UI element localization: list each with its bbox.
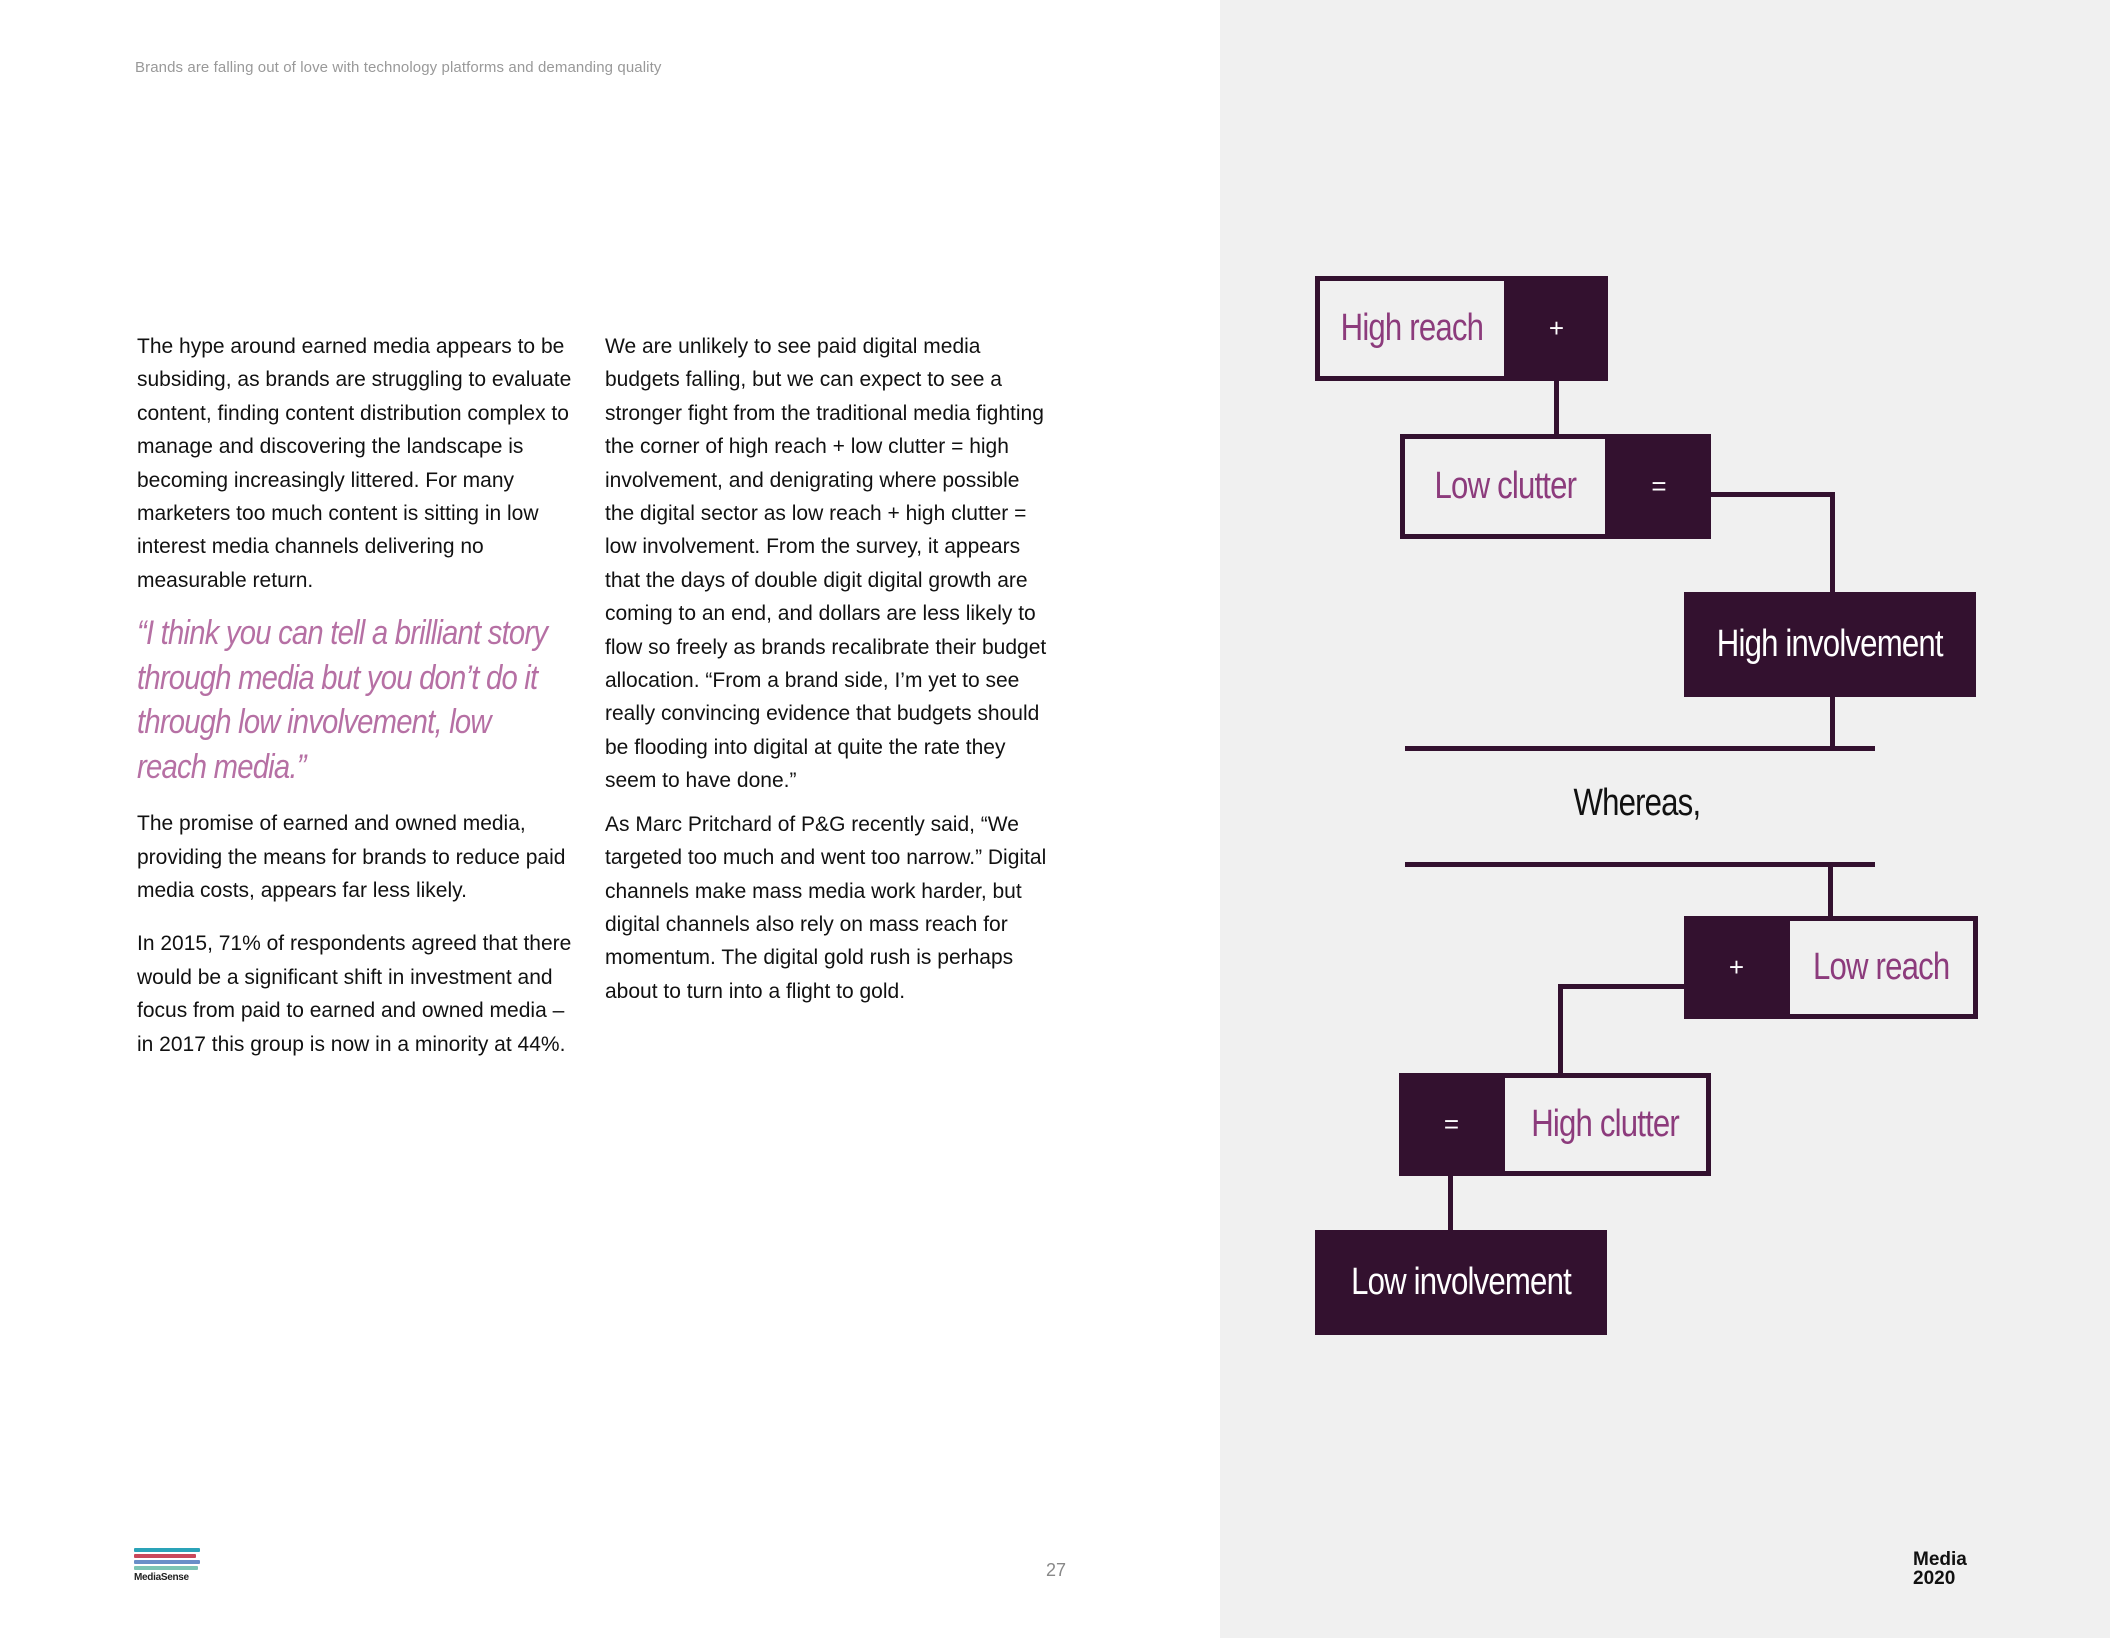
high-reach-box: High reach (1315, 276, 1509, 381)
running-head: Brands are falling out of love with technology platforms and demanding quality (135, 59, 662, 76)
equals-operator: = (1607, 434, 1711, 539)
low-clutter-box: Low clutter (1400, 434, 1610, 539)
pull-quote: “I think you can tell a brilliant story through media but you don’t do it through low involvement, low reach media.” (137, 614, 548, 786)
paragraph: As Marc Pritchard of P&G recently said, “We targeted too much and went too narrow.” Digital channels make mass media work harder, but digital channels also rely on mass reach for momentum. The digital gold rush is perhaps about to turn into a flight to gold. (605, 812, 1047, 1003)
mediasense-logo (134, 1548, 204, 1583)
low-reach-box: Low reach (1785, 916, 1978, 1019)
connector-line (1828, 862, 1833, 917)
media-2020-brand: Media 2020 (1913, 1549, 1967, 1589)
text-column-2 (605, 330, 1050, 1008)
equals-operator: = (1399, 1073, 1504, 1176)
connector-line (1710, 492, 1834, 497)
plus-operator: + (1684, 916, 1789, 1019)
paragraph: The promise of earned and owned media, providing the means for brands to reduce paid media costs, appears far less likely. (137, 812, 566, 903)
divider-line (1405, 746, 1875, 751)
connector-line (1558, 984, 1686, 989)
plus-operator: + (1505, 276, 1608, 381)
paragraph: We are unlikely to see paid digital media budgets falling, but we can expect to see a stronger fight from the traditional media fighting the corner of high reach + low clutter = high involvement, and denigrating where possible the digital sector as low reach + high clutter = low involvement. From the survey, it appears that the days of double digit digital growth are coming to an end, and dollars are less likely to flow so freely as brands recalibrate their budget allocation. “From a brand side, I’m yet to see really convincing evidence that budgets should be flooding into digital at quite the rate they seem to have done.” (605, 335, 1047, 793)
logo-text: MediaSense (134, 1572, 189, 1583)
text-column-1 (137, 330, 582, 1061)
connector-line (1830, 697, 1835, 750)
divider-line (1405, 862, 1875, 867)
high-involvement-box: High involvement (1684, 592, 1976, 697)
connector-line (1554, 378, 1559, 435)
paragraph: The hype around earned media appears to be subsiding, as brands are struggling to evaluate content, finding content distribution complex to manage and discovering the landscape is becoming increasingly littered. For many marketers too much content is sitting in low interest media channels delivering no measurable return. (137, 335, 572, 592)
low-involvement-box: Low involvement (1315, 1230, 1607, 1335)
connector-line (1448, 1173, 1453, 1231)
page-number: 27 (1046, 1560, 1067, 1580)
high-clutter-box: High clutter (1500, 1073, 1711, 1176)
connector-line (1830, 492, 1835, 593)
paragraph: In 2015, 71% of respondents agreed that there would be a significant shift in investment and focus from paid to earned and owned media – in 2017 this group is now in a minority at 44%. (137, 932, 572, 1056)
whereas-label: Whereas, (1573, 782, 1701, 824)
connector-line (1558, 984, 1563, 1076)
